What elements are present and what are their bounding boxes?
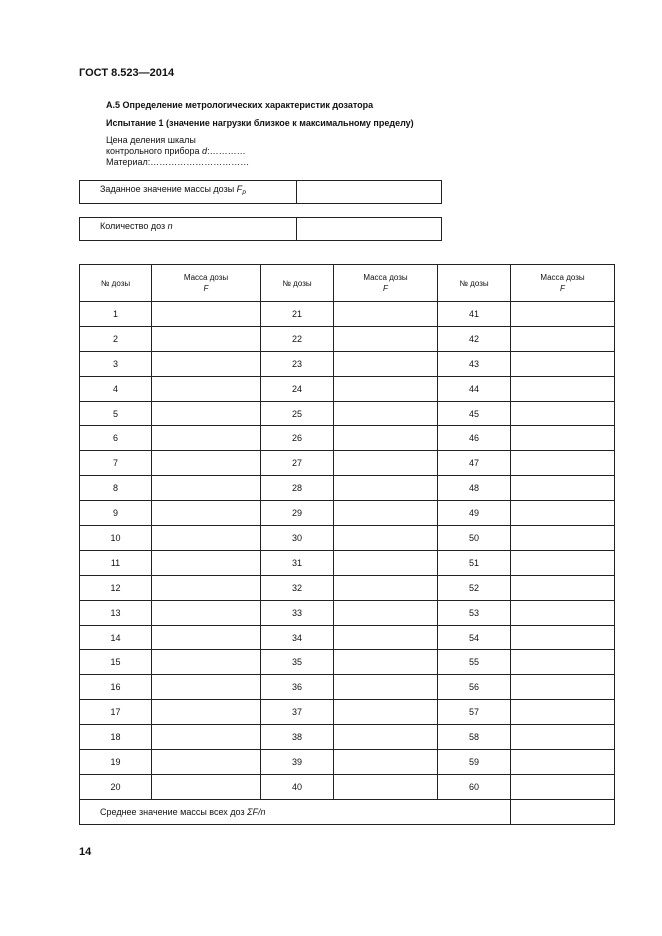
dose-number-cell: 58 (438, 725, 511, 750)
dose-number-cell: 18 (80, 725, 152, 750)
dose-number-cell: 30 (261, 526, 334, 551)
dose-mass-cell (152, 501, 261, 526)
dose-number-cell: 10 (80, 526, 152, 551)
dose-number-cell: 55 (438, 650, 511, 675)
dose-number-cell: 26 (261, 426, 334, 451)
dose-mass-cell (334, 625, 438, 650)
dose-mass-cell (334, 526, 438, 551)
dose-mass-cell (152, 650, 261, 675)
dose-mass-cell (511, 451, 615, 476)
dose-mass-cell (511, 326, 615, 351)
dose-number-cell: 29 (261, 501, 334, 526)
dose-number-cell: 36 (261, 675, 334, 700)
dose-number-cell: 3 (80, 351, 152, 376)
dose-mass-cell (511, 700, 615, 725)
dose-number-cell: 11 (80, 550, 152, 575)
dose-mass-cell (334, 501, 438, 526)
dose-mass-cell (152, 376, 261, 401)
standard-code: ГОСТ 8.523—2014 (79, 67, 175, 79)
dose-number-cell: 4 (80, 376, 152, 401)
header-mass (334, 265, 438, 302)
header-dose-no: № дозы (261, 265, 334, 302)
dose-mass-cell (334, 550, 438, 575)
dose-number-cell: 47 (438, 451, 511, 476)
dose-mass-cell (152, 302, 261, 327)
dose-number-cell: 16 (80, 675, 152, 700)
doses-table (79, 264, 615, 825)
dose-mass-cell (511, 401, 615, 426)
section-title: А.5 Определение метрологических характеристик дозатора (106, 100, 374, 110)
dose-mass-cell (152, 401, 261, 426)
table-row (80, 675, 615, 700)
header-mass-var: F (383, 284, 388, 293)
dose-mass-cell (152, 351, 261, 376)
dose-number-cell: 33 (261, 600, 334, 625)
dose-mass-cell (152, 750, 261, 775)
dose-number-cell: 14 (80, 625, 152, 650)
header-mass-label: Масса дозы (363, 273, 408, 282)
dose-mass-cell (511, 476, 615, 501)
dose-number-cell: 60 (438, 774, 511, 799)
dose-number-cell: 23 (261, 351, 334, 376)
dose-number-cell: 13 (80, 600, 152, 625)
dose-mass-cell (334, 774, 438, 799)
table-row (80, 774, 615, 799)
table-row (80, 750, 615, 775)
dose-mass-cell (511, 725, 615, 750)
dose-number-cell: 50 (438, 526, 511, 551)
dose-mass-cell (152, 600, 261, 625)
dose-mass-cell (334, 650, 438, 675)
header-mass-label: Масса дозы (183, 273, 229, 282)
dose-count-text: Количество доз (100, 221, 168, 231)
dose-mass-cell (152, 675, 261, 700)
dose-number-cell: 15 (80, 650, 152, 675)
control-device-line (106, 146, 246, 156)
header-mass-var: F (560, 284, 565, 293)
dose-mass-cell (511, 376, 615, 401)
set-mass-label (100, 184, 246, 197)
dose-mass-cell (511, 675, 615, 700)
dose-number-cell: 42 (438, 326, 511, 351)
table-row (80, 725, 615, 750)
dose-mass-cell (152, 326, 261, 351)
dose-number-cell: 2 (80, 326, 152, 351)
table-row (80, 526, 615, 551)
dose-number-cell: 51 (438, 550, 511, 575)
dose-number-cell: 8 (80, 476, 152, 501)
dose-number-cell: 12 (80, 575, 152, 600)
table-body (80, 302, 615, 800)
dose-mass-cell (511, 650, 615, 675)
dose-number-cell: 49 (438, 501, 511, 526)
table-row (80, 476, 615, 501)
table-row (80, 326, 615, 351)
scale-dots: :………… (207, 146, 246, 156)
dose-mass-cell (152, 476, 261, 501)
dose-mass-cell (511, 426, 615, 451)
dose-mass-cell (334, 451, 438, 476)
table-row (80, 376, 615, 401)
dose-mass-cell (334, 600, 438, 625)
dose-number-cell: 9 (80, 501, 152, 526)
dose-mass-cell (334, 302, 438, 327)
dose-mass-cell (511, 625, 615, 650)
dose-number-cell: 38 (261, 725, 334, 750)
dose-mass-cell (152, 725, 261, 750)
dose-mass-cell (511, 302, 615, 327)
scale-variable: d (202, 146, 208, 156)
dose-mass-cell (511, 501, 615, 526)
dose-count-label (100, 221, 173, 231)
dose-number-cell: 44 (438, 376, 511, 401)
dose-number-cell: 59 (438, 750, 511, 775)
dose-mass-cell (152, 526, 261, 551)
dose-number-cell: 22 (261, 326, 334, 351)
scale-division-label: Цена деления шкалы (106, 135, 196, 145)
dose-mass-cell (511, 526, 615, 551)
dose-mass-cell (511, 351, 615, 376)
dose-mass-cell (152, 451, 261, 476)
box-divider (296, 181, 297, 203)
header-mass (511, 265, 615, 302)
table-row (80, 650, 615, 675)
dose-number-cell: 25 (261, 401, 334, 426)
footer-label (80, 799, 511, 824)
dose-number-cell: 5 (80, 401, 152, 426)
table-row (80, 351, 615, 376)
dose-mass-cell (334, 401, 438, 426)
dose-mass-cell (511, 550, 615, 575)
dose-mass-cell (511, 575, 615, 600)
dose-number-cell: 53 (438, 600, 511, 625)
dose-number-cell: 27 (261, 451, 334, 476)
table-row (80, 426, 615, 451)
dose-mass-cell (152, 625, 261, 650)
dose-number-cell: 20 (80, 774, 152, 799)
set-mass-box (79, 180, 442, 204)
dose-mass-cell (334, 326, 438, 351)
dose-number-cell: 54 (438, 625, 511, 650)
dose-number-cell: 35 (261, 650, 334, 675)
table-row (80, 550, 615, 575)
dose-number-cell: 24 (261, 376, 334, 401)
dose-number-cell: 57 (438, 700, 511, 725)
dose-mass-cell (334, 750, 438, 775)
dose-mass-cell (511, 600, 615, 625)
test-title: Испытание 1 (значение нагрузки близкое к максимальному пределу) (106, 118, 414, 128)
dose-number-cell: 34 (261, 625, 334, 650)
dose-number-cell: 28 (261, 476, 334, 501)
table-row (80, 575, 615, 600)
dose-number-cell: 21 (261, 302, 334, 327)
set-mass-text: Заданное значение массы дозы (100, 184, 237, 194)
dose-number-cell: 45 (438, 401, 511, 426)
dose-mass-cell (152, 426, 261, 451)
dose-mass-cell (334, 725, 438, 750)
dose-count-box (79, 217, 442, 241)
set-mass-var: F (236, 184, 243, 194)
dose-number-cell: 19 (80, 750, 152, 775)
material-line: Материал:…………………………… (106, 157, 250, 167)
header-mass (152, 265, 261, 302)
dose-mass-cell (334, 476, 438, 501)
header-dose-no: № дозы (80, 265, 152, 302)
dose-mass-cell (152, 774, 261, 799)
header-dose-no: № дозы (438, 265, 511, 302)
header-mass-label: Масса дозы (540, 273, 585, 282)
dose-mass-cell (334, 426, 438, 451)
table-row (80, 600, 615, 625)
dose-mass-cell (152, 700, 261, 725)
dose-mass-cell (511, 750, 615, 775)
header-mass-var: F (203, 284, 209, 293)
table-row (80, 302, 615, 327)
footer-formula: ΣF/n (247, 806, 266, 817)
dose-number-cell: 39 (261, 750, 334, 775)
dose-number-cell: 1 (80, 302, 152, 327)
dose-mass-cell (334, 376, 438, 401)
dose-mass-cell (334, 700, 438, 725)
table-row (80, 501, 615, 526)
dose-number-cell: 41 (438, 302, 511, 327)
table-row (80, 451, 615, 476)
dose-number-cell: 52 (438, 575, 511, 600)
dose-number-cell: 6 (80, 426, 152, 451)
dose-mass-cell (511, 774, 615, 799)
dose-number-cell: 48 (438, 476, 511, 501)
dose-number-cell: 7 (80, 451, 152, 476)
dose-mass-cell (152, 550, 261, 575)
dose-number-cell: 46 (438, 426, 511, 451)
set-mass-sub: P (242, 190, 247, 197)
dose-mass-cell (152, 575, 261, 600)
dose-count-var: n (167, 221, 173, 231)
table-row (80, 401, 615, 426)
dose-number-cell: 37 (261, 700, 334, 725)
footer-value-cell (511, 799, 615, 824)
dose-mass-cell (334, 351, 438, 376)
dose-mass-cell (334, 675, 438, 700)
table-row (80, 700, 615, 725)
page-number: 14 (79, 846, 92, 858)
dose-number-cell: 43 (438, 351, 511, 376)
box-divider (296, 218, 297, 240)
table-footer-row (80, 799, 615, 824)
dose-mass-cell (334, 575, 438, 600)
dose-number-cell: 17 (80, 700, 152, 725)
dose-number-cell: 31 (261, 550, 334, 575)
dose-number-cell: 40 (261, 774, 334, 799)
dose-number-cell: 32 (261, 575, 334, 600)
dose-number-cell: 56 (438, 675, 511, 700)
control-device-text: контрольного прибора (106, 146, 203, 156)
footer-text: Среднее значение массы всех доз (100, 806, 248, 817)
table-header-row (80, 265, 615, 302)
table-row (80, 625, 615, 650)
